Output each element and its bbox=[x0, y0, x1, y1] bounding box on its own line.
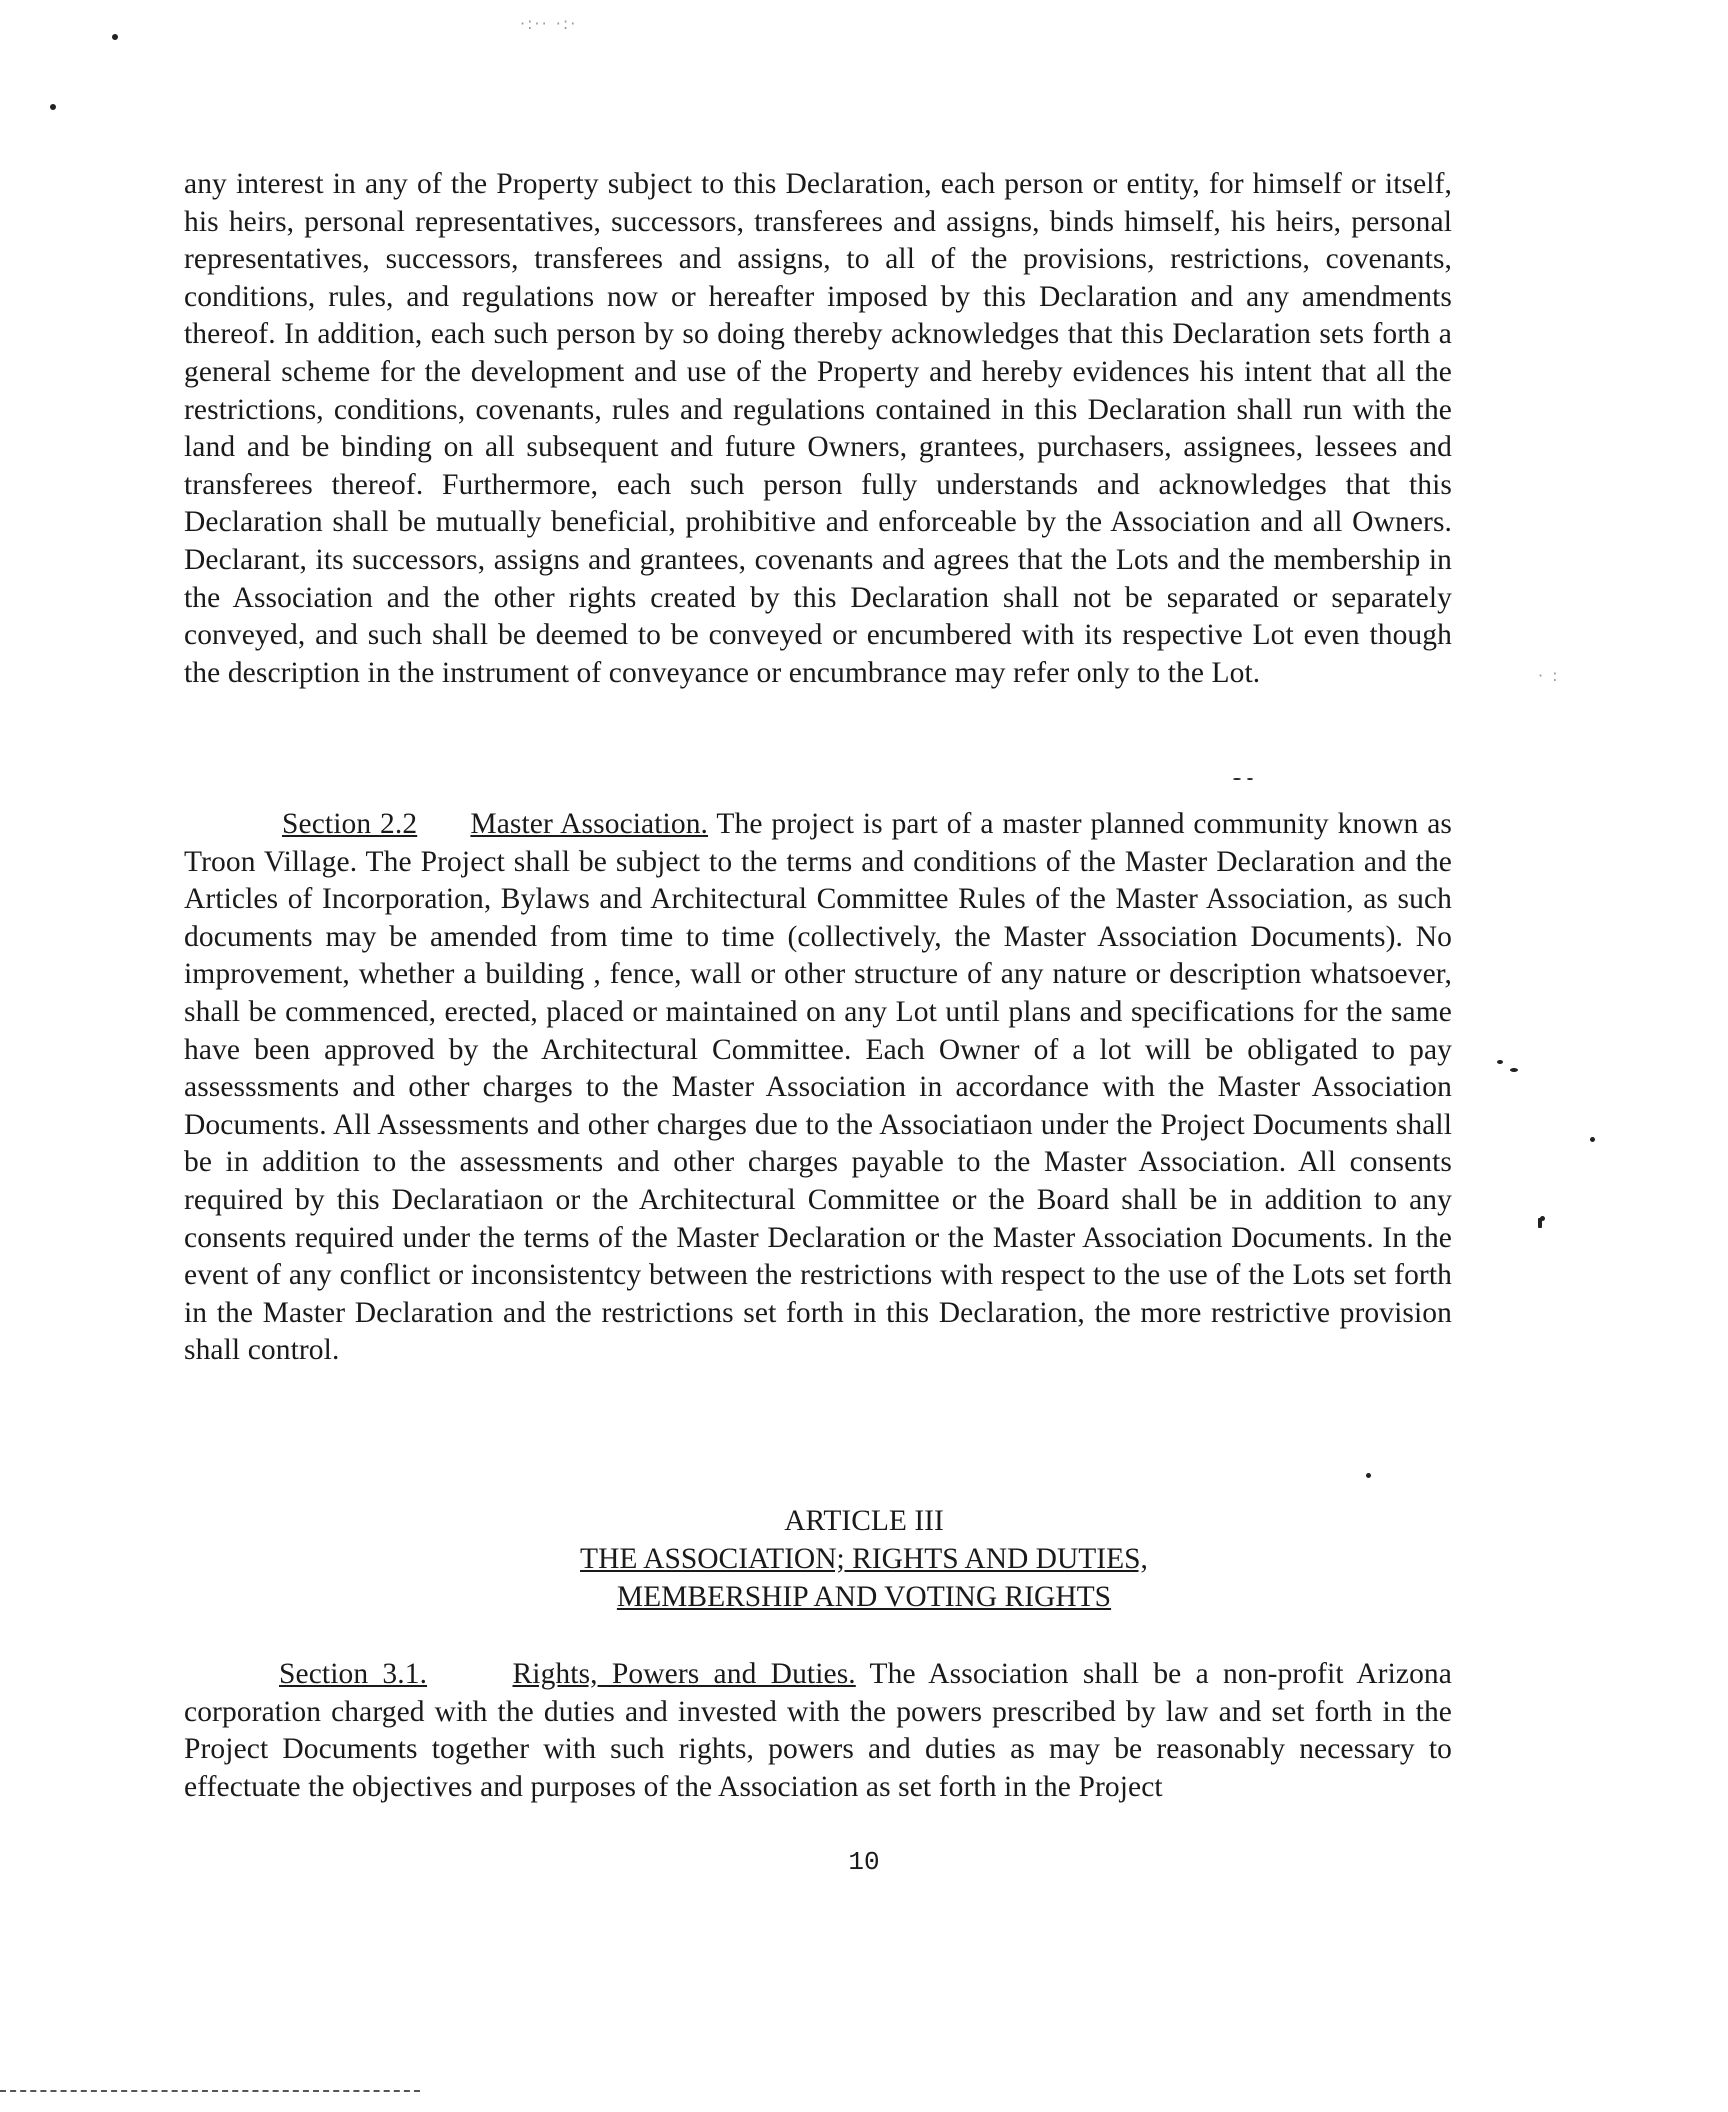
scan-speck bbox=[1590, 1137, 1595, 1142]
article-heading bbox=[0, 1502, 1728, 1616]
scan-speck bbox=[1538, 1218, 1542, 1228]
section-2-2-title: Master Association. bbox=[470, 808, 709, 840]
article-title-line-1: THE ASSOCIATION; RIGHTS AND DUTIES, bbox=[580, 1543, 1148, 1575]
scan-speck bbox=[1366, 1473, 1371, 1478]
section-2-2-paragraph bbox=[184, 806, 1452, 1370]
bottom-scan-line bbox=[0, 2090, 420, 2092]
section-3-1-paragraph bbox=[184, 1656, 1452, 1806]
scan-speck bbox=[1247, 778, 1253, 780]
section-3-1-title: Rights, Powers and Duties. bbox=[512, 1658, 856, 1690]
scan-noise: ·:·· ·:· bbox=[520, 14, 578, 33]
section-2-2-number: Section 2.2 bbox=[282, 808, 418, 840]
scan-speck bbox=[1510, 1068, 1518, 1072]
scan-speck bbox=[112, 34, 118, 40]
scan-speck bbox=[1233, 778, 1241, 780]
scan-speck bbox=[1497, 1060, 1503, 1064]
page-number: 10 bbox=[848, 1847, 880, 1877]
scan-noise: · : bbox=[1538, 666, 1560, 685]
article-number: ARTICLE III bbox=[784, 1505, 944, 1537]
section-3-1-number: Section 3.1. bbox=[279, 1658, 428, 1690]
article-title-line-2: MEMBERSHIP AND VOTING RIGHTS bbox=[616, 1581, 1112, 1613]
section-2-2-body: The project is part of a master planned community known as Troon Village. The Project shall be subject to the terms and conditions of the Master Declaration and the Articles of Incorporation, Bylaws and Architectural Committee Rules of the Master Association, as such documents may be amended from time to time (collectively, the Master Association Documents). No improvement, whether a building , fence, wall or other structure of any nature or description whatsoever, shall be commenced, erected, placed or maintained on any Lot until plans and specifications for the same have been approved by the Architectural Committee. Each Owner of a lot will be obligated to pay assesssments and other charges to the Master Association in accordance with the Master Association Documents. All Assessments and other charges due to the Associatiaon under the Project Documents shall be in addition to the assessments and other charges payable to the Master Association. All consents required by this Declaratiaon or the Architectural Committee or the Board shall be in addition to any consents required under the terms of the Master Declaration or the Master Association Documents. In the event of any conflict or inconsistentcy between the restrictions with respect to the use of the Lots set forth in the Master Declaration and the restrictions set forth in this Declaration, the more restrictive provision shall control. bbox=[184, 808, 1453, 1367]
scan-speck bbox=[50, 104, 56, 110]
section-3-1-body: The Association shall be a non-profit Arizona corporation charged with the duties and invested with the powers prescribed by law and set forth in the Project Documents together with such rights, powers and duties as may be reasonably necessary to effectuate the objectives and purposes of the Association as set forth in the Project bbox=[184, 1658, 1452, 1803]
paragraph-continuation: any interest in any of the Property subject to this Declaration, each person or entity, for himself or itself, his heirs, personal representatives, successors, transferees and assigns, binds himself, his heirs, personal representatives, successors, transferees and assigns, to all of the provisions, restrictions, covenants, conditions, rules, and regulations now or hereafter imposed by this Declaration and any amendments thereof. In addition, each such person by so doing thereby acknowledges that this Declaration sets forth a general scheme for the development and use of the Property and hereby evidences his intent that all the restrictions, conditions, covenants, rules and regulations contained in this Declaration shall run with the land and be binding on all subsequent and future Owners, grantees, purchasers, assignees, lessees and transferees thereof. Furthermore, each such person fully understands and acknowledges that this Declaration shall be mutually beneficial, prohibitive and enforceable by the Association and all Owners. Declarant, its successors, assigns and grantees, covenants and agrees that the Lots and the membership in the Association and the other rights created by this Declaration shall not be separated or separately conveyed, and such shall be deemed to be conveyed or encumbered with its respective Lot even though the description in the instrument of conveyance or encumbrance may refer only to the Lot. bbox=[184, 168, 1452, 689]
